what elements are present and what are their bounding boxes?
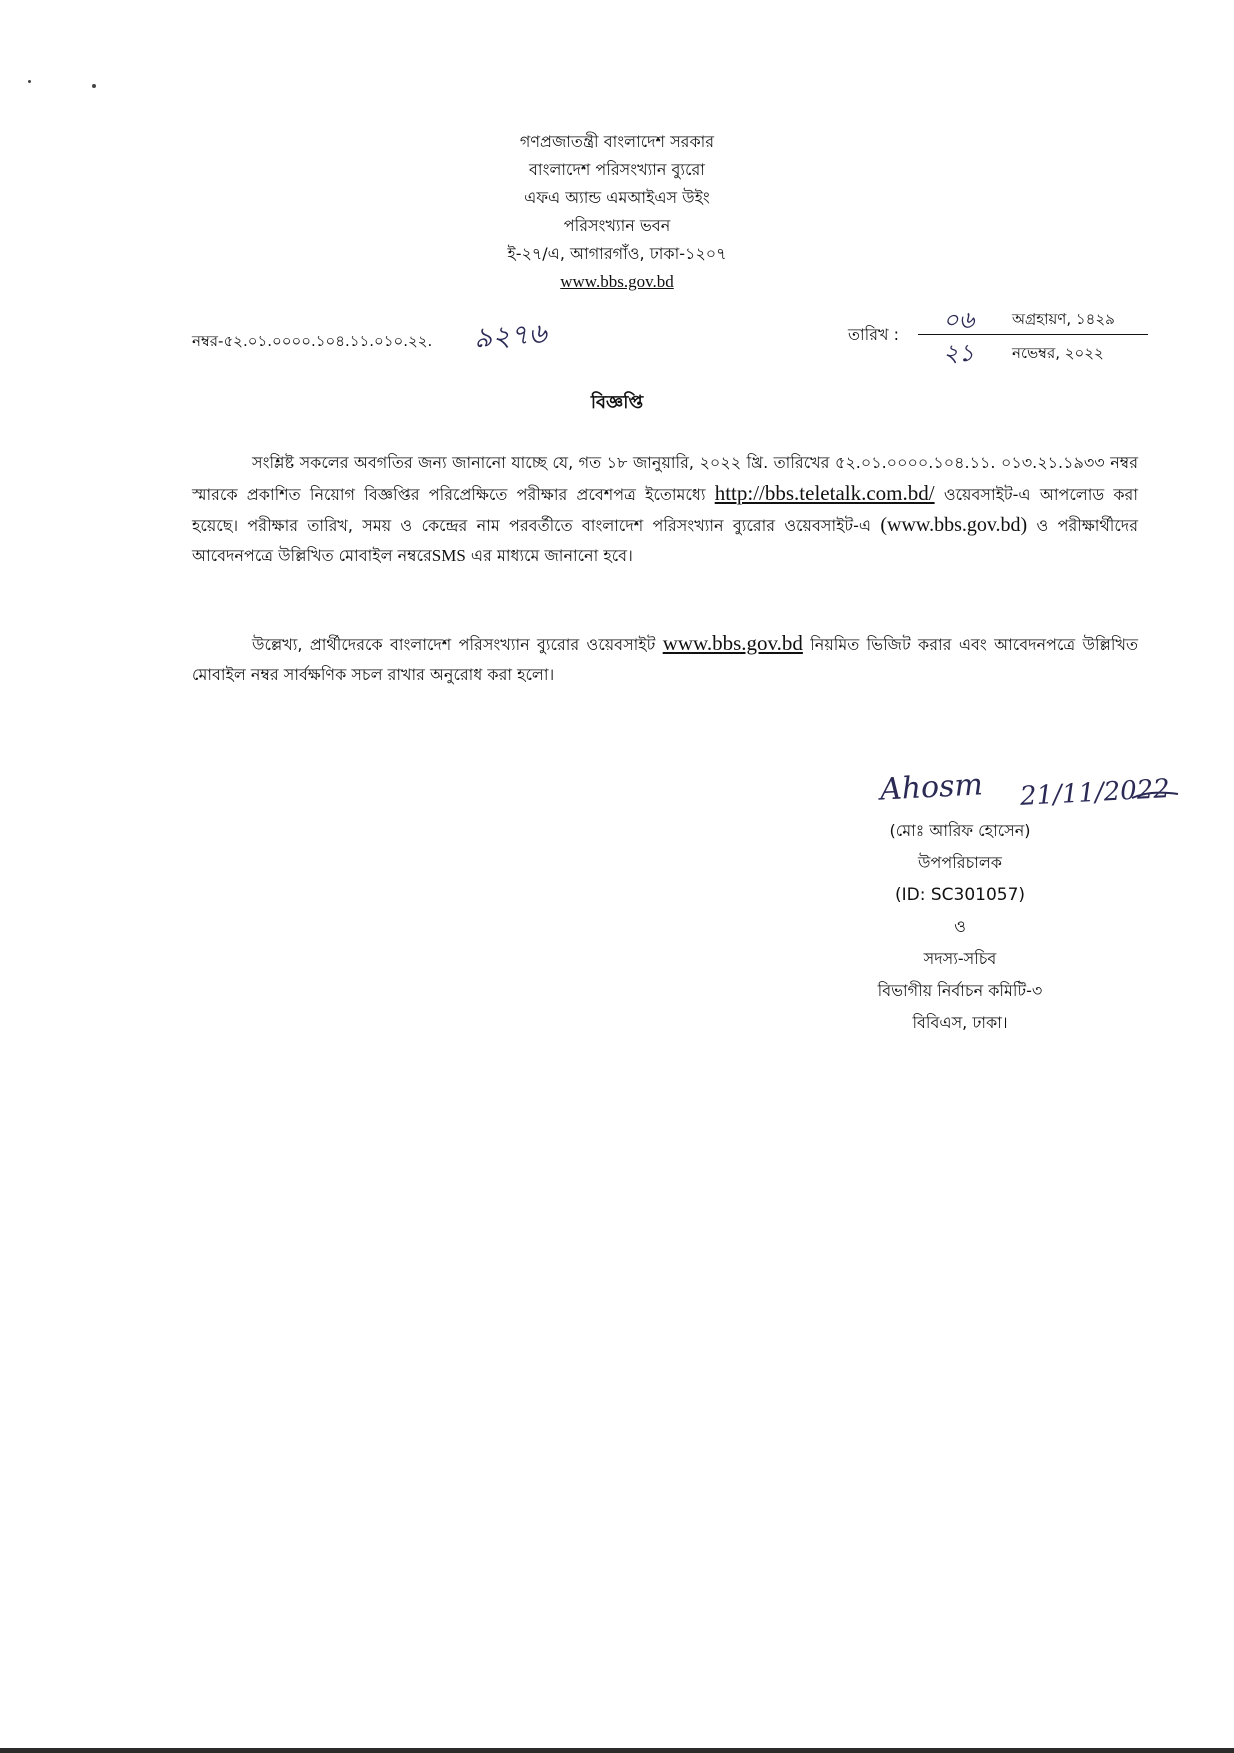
memo-number: নম্বর-৫২.০১.০০০০.১০৪.১১.০১০.২২. [192,332,433,350]
signatory-id: (ID: SC301057) [894,885,1026,905]
bangla-date: অগ্রহায়ণ, ১৪২৯ [1012,310,1115,328]
paragraph-1-text-d: এর মাধ্যমে জানানো হবে। [465,546,633,565]
paragraph-2-text-a: উল্লেখ্য, প্রার্থীদেরকে বাংলাদেশ পরিসংখ্যান ব্যুরোর ওয়েবসাইট [252,635,663,654]
signatory-conjunction: ও [954,917,966,936]
bureau-name: বাংলাদেশ পরিসংখ্যান ব্যুরো [529,160,705,179]
paragraph-1-text-b: ওয়েবসাইট-এ আপলোড করা হয়েছে। পরীক্ষার তারিখ, সময় ও কেন্দ্রের নাম পরবর্তীতে বাংলাদেশ পরিসংখ্যান ব্যুরোর ওয়েবসাইট-এ [192,485,1138,535]
letterhead [417,128,817,296]
paragraph-1-text-a: সংশ্লিষ্ট সকলের অবগতির জন্য জানানো যাচ্ছে যে, গত ১৮ জানুয়ারি, ২০২২ খ্রি. তারিখের ৫২.০১.০০০০.১০৪.১১. ০১৩.২১.১৯৩৩ নম্বর স্মারকে প্রকাশিত নিয়োগ বিজ্ঞপ্তির পরিপ্রেক্ষিতে পরীক্ষার প্রবেশপত্র ইতোমধ্যে [192,453,1138,504]
signatory-role: সদস্য-সচিব [923,949,997,968]
government-name: গণপ্রজাতন্ত্রী বাংলাদেশ সরকার [519,132,715,151]
english-date: নভেম্বর, ২০২২ [1012,344,1104,362]
notice-title: বিজ্ঞপ্তি [590,392,644,413]
paragraph-2-text-b: নিয়মিত ভিজিট করার এবং আবেদনপত্রে উল্লিখিত মোবাইল নম্বর সার্বক্ষণিক সচল রাখার অনুরোধ করা হলো। [192,635,1138,684]
signatory-office: বিবিএস, ঢাকা। [912,1013,1008,1032]
notice-paragraph-1 [192,448,1138,571]
signatory-name: (মোঃ আরিফ হোসেন) [889,821,1031,840]
english-day-handwritten: ২১ [943,339,975,367]
sms-text: SMS [431,546,466,565]
office-address: ই-২৭/এ, আগারগাঁও, ঢাকা-১২০৭ [507,244,727,263]
building-name: পরিসংখ্যান ভবন [563,216,671,235]
notice-paragraph-2 [192,628,1138,690]
bangla-day-handwritten: ০৬ [943,306,975,334]
signatory-committee: বিভাগীয় নির্বাচন কমিটি-৩ [877,981,1043,1000]
signatory-designation: উপপরিচালক [918,853,1002,872]
date-label: তারিখ : [848,325,900,344]
wing-name: এফএ অ্যান্ড এমআইএস উইং [524,188,710,207]
memo-number-handwritten: ৯২৭৬ [472,316,548,355]
bbs-website-inline: (www.bbs.gov.bd) [880,514,1028,536]
bbs-website-link[interactable]: www.bbs.gov.bd [662,631,803,655]
teletalk-link[interactable]: http://bbs.teletalk.com.bd/ [714,481,935,505]
scan-bottom-edge [0,1748,1234,1753]
signatory-block [830,815,1090,1039]
paragraph-1-text-c: ও পরীক্ষার্থীদের আবেদনপত্রে উল্লিখিত মোবাইল নম্বরে [192,516,1139,565]
signature-flourish [1130,788,1180,802]
signature-date-handwritten: 21/11/2022 [1019,774,1171,812]
signature-handwritten: Ahosm [879,767,984,808]
header-website-link[interactable]: www.bbs.gov.bd [560,272,674,291]
